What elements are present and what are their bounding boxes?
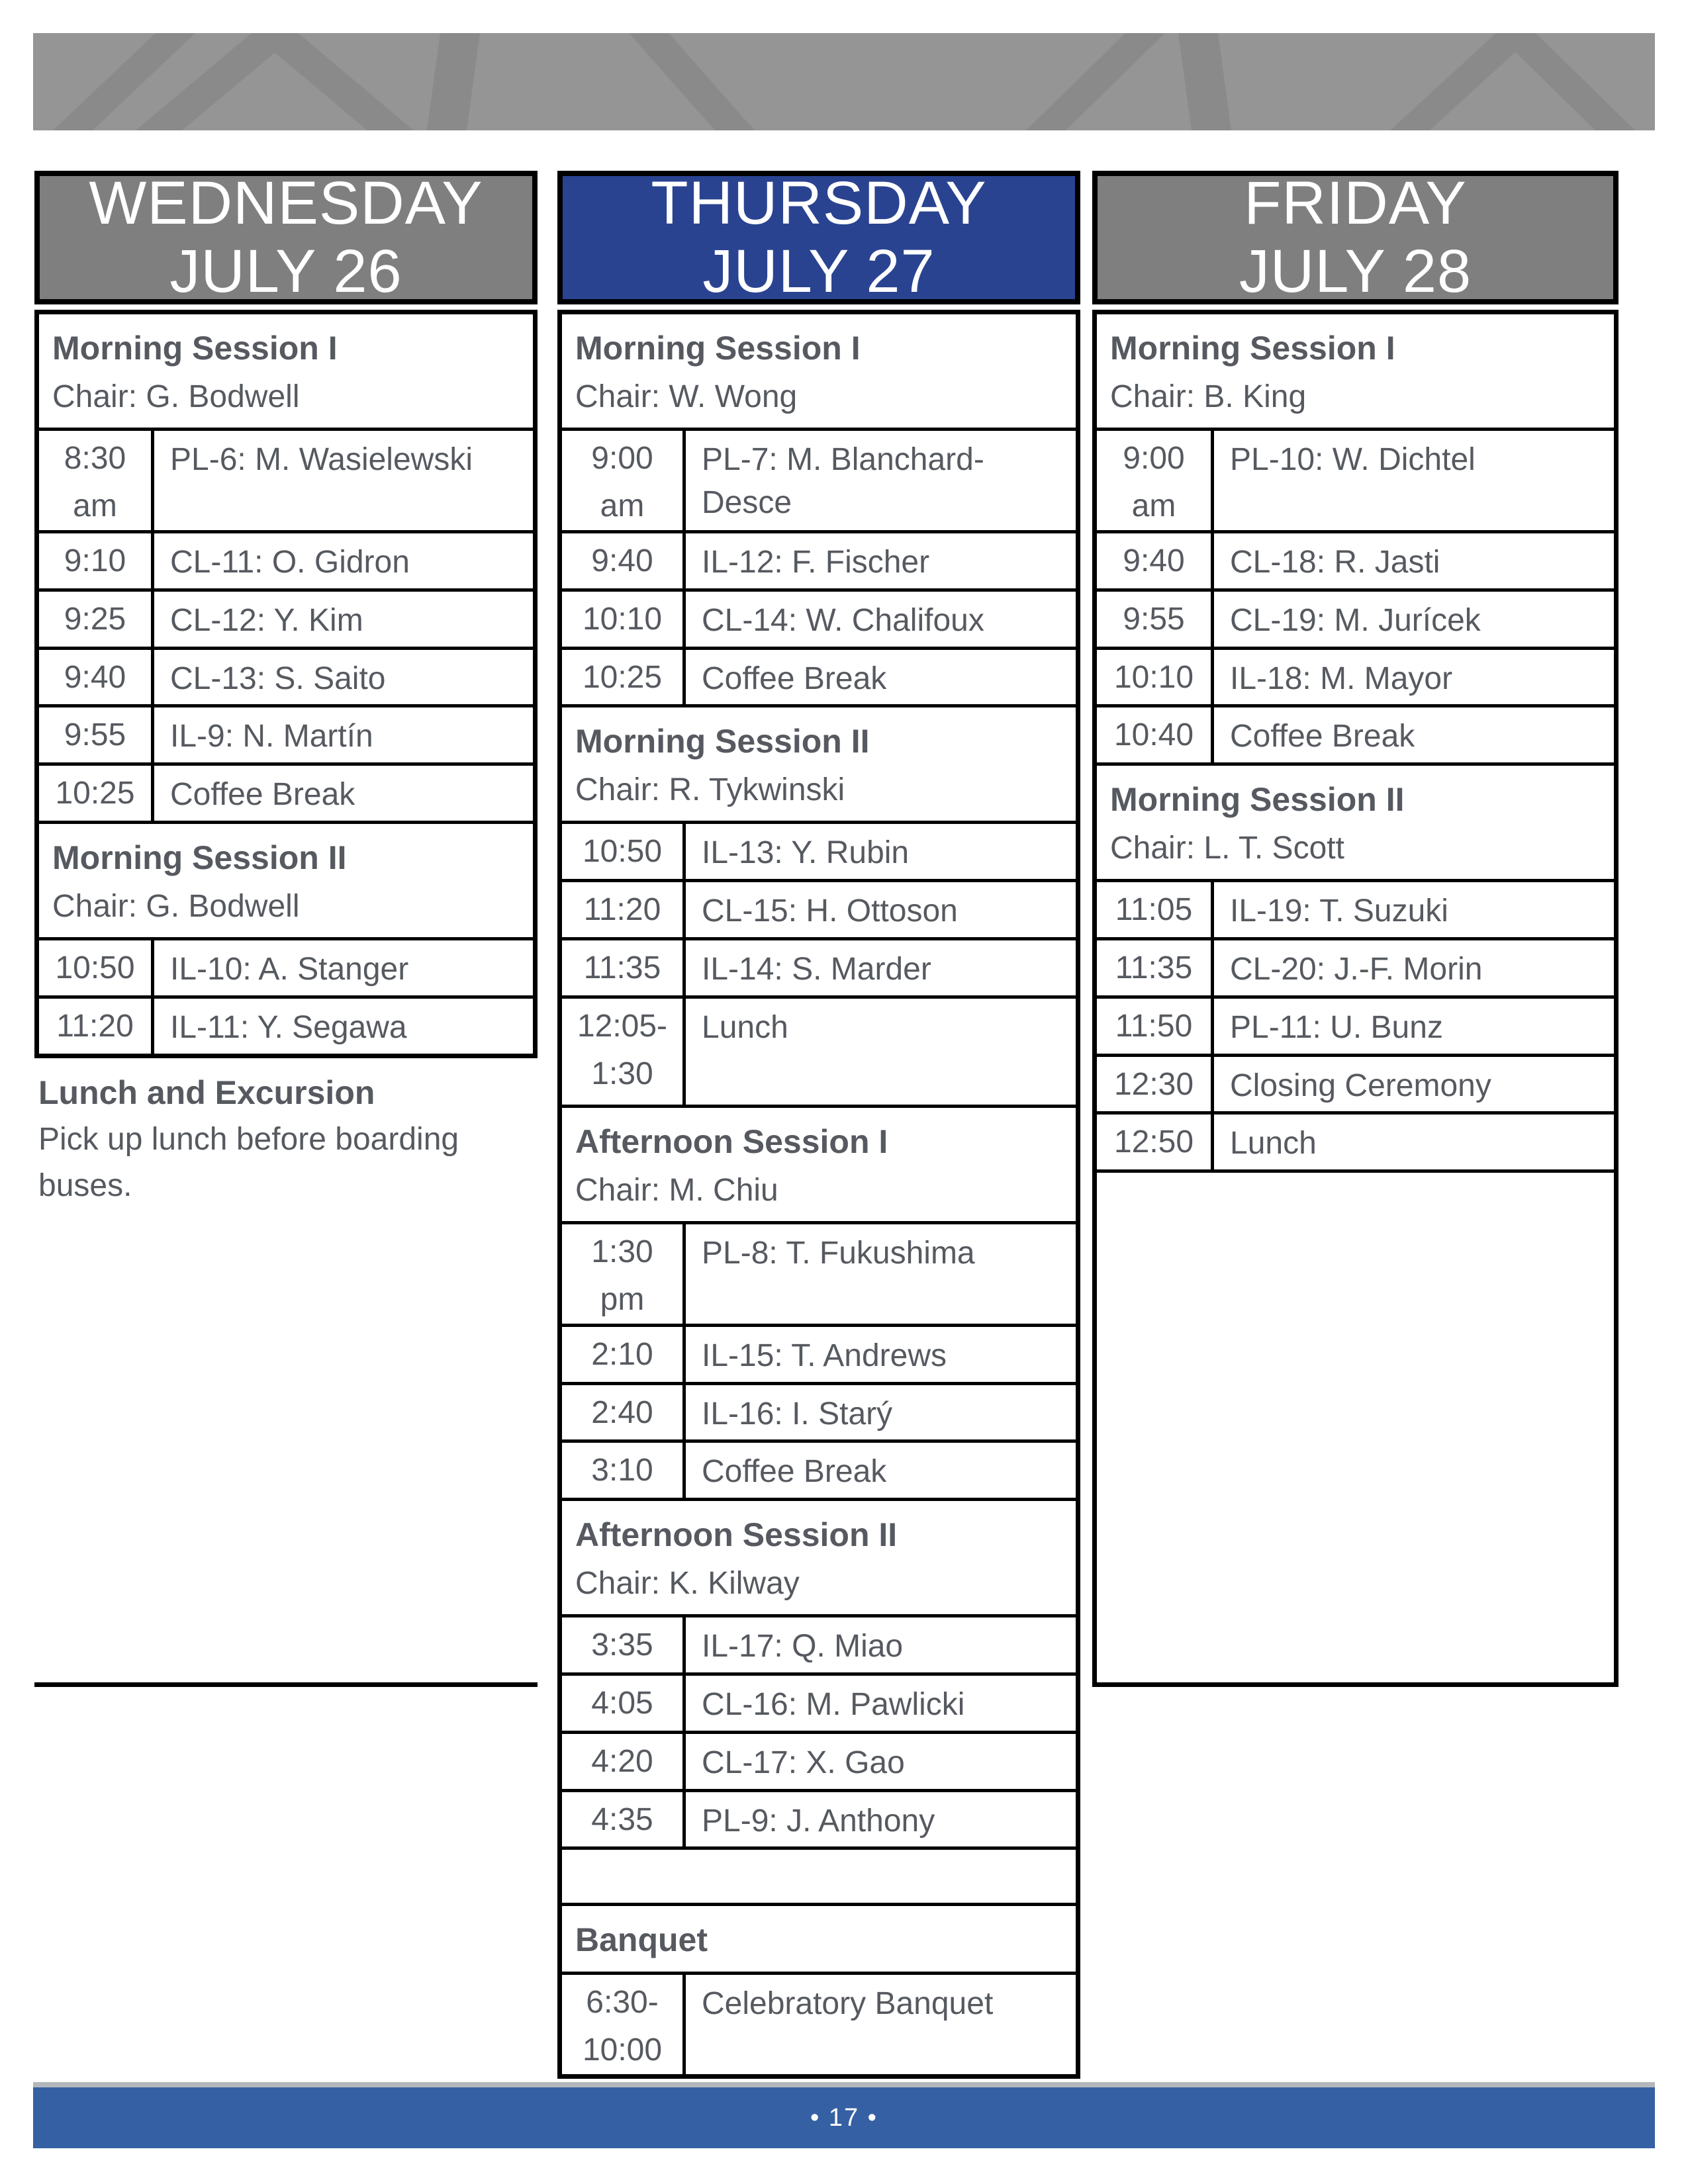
talk-cell: CL-14: W. Chalifoux xyxy=(702,602,984,638)
schedule-row xyxy=(39,588,533,647)
session-title: Afternoon Session I xyxy=(575,1122,888,1160)
day-header-thursday xyxy=(557,171,1080,304)
watermark-pattern-icon xyxy=(33,33,1655,130)
talk-cell: IL-14: S. Marder xyxy=(702,951,931,987)
empty-row xyxy=(562,1846,1076,1903)
time-cell: 9:10 xyxy=(39,533,154,588)
talk-cell: Coffee Break xyxy=(702,1454,887,1490)
talk-cell: IL-9: N. Martín xyxy=(170,719,373,754)
session-title: Afternoon Session II xyxy=(575,1516,898,1554)
schedule-row xyxy=(562,1789,1076,1847)
schedule-row xyxy=(1097,704,1614,762)
note-body: Pick up lunch before boarding buses. xyxy=(38,1122,459,1203)
schedule-row xyxy=(562,428,1076,530)
schedule-row xyxy=(1097,647,1614,705)
time-cell: 11:50 xyxy=(1097,999,1214,1054)
talk-cell: IL-10: A. Stanger xyxy=(170,951,409,987)
schedule-row xyxy=(1097,588,1614,647)
talk-cell: CL-18: R. Jasti xyxy=(1230,545,1440,580)
footer-divider xyxy=(33,2082,1655,2087)
time-cell: 3:10 xyxy=(562,1443,686,1498)
schedule-row xyxy=(39,530,533,588)
session-chair: Chair: L. T. Scott xyxy=(1110,831,1344,866)
session-header xyxy=(562,1498,1076,1614)
time-cell: 6:30- 10:00 xyxy=(562,1975,686,2074)
session-title: Morning Session I xyxy=(1110,330,1395,367)
time-cell: 9:40 xyxy=(39,650,154,705)
day-date: JULY 28 xyxy=(1239,238,1472,305)
talk-cell: PL-10: W. Dichtel xyxy=(1230,442,1476,477)
session-chair: Chair: R. Tykwinski xyxy=(575,772,845,808)
talk-cell: CL-11: O. Gidron xyxy=(170,545,410,580)
time-cell: 10:10 xyxy=(1097,650,1214,705)
session-header xyxy=(562,1105,1076,1221)
talk-cell: Coffee Break xyxy=(702,660,887,696)
session-header xyxy=(39,314,533,428)
schedule-row xyxy=(562,1972,1076,2074)
time-cell: 9:25 xyxy=(39,592,154,647)
talk-cell: CL-13: S. Saito xyxy=(170,660,386,696)
day-name: THURSDAY xyxy=(651,169,987,237)
time-cell: 10:10 xyxy=(562,592,686,647)
schedule-row xyxy=(1097,1111,1614,1169)
time-cell: 11:20 xyxy=(562,882,686,937)
watermark-banner xyxy=(33,33,1655,130)
empty-area xyxy=(1097,1169,1614,1682)
talk-cell: IL-13: Y. Rubin xyxy=(702,835,910,871)
time-cell: 10:25 xyxy=(562,650,686,705)
time-cell: 9:40 xyxy=(1097,533,1214,588)
talk-cell: Coffee Break xyxy=(170,777,355,813)
page-number: • 17 • xyxy=(810,2103,878,2132)
session-title: Banquet xyxy=(575,1921,708,1959)
schedule-row xyxy=(39,995,533,1054)
time-cell: 11:35 xyxy=(1097,940,1214,995)
schedule-row xyxy=(39,762,533,821)
time-cell: 9:00 am xyxy=(562,431,686,530)
session-header xyxy=(1097,762,1614,879)
talk-cell: CL-17: X. Gao xyxy=(702,1745,905,1780)
schedule-row xyxy=(39,937,533,995)
time-cell: 11:05 xyxy=(1097,882,1214,937)
footer-bar xyxy=(33,2087,1655,2148)
talk-cell: Closing Ceremony xyxy=(1230,1068,1491,1103)
day-date: JULY 27 xyxy=(702,238,935,305)
lunch-excursion-note xyxy=(34,1058,538,1209)
time-cell: 1:30 pm xyxy=(562,1224,686,1324)
time-cell: 4:05 xyxy=(562,1676,686,1731)
talk-cell: Lunch xyxy=(702,1009,788,1045)
schedule-row xyxy=(1097,937,1614,995)
talk-cell: PL-7: M. Blanchard-Desce xyxy=(702,442,984,520)
time-cell: 4:20 xyxy=(562,1734,686,1789)
schedule-row xyxy=(562,1324,1076,1382)
session-title: Morning Session II xyxy=(52,839,347,876)
talk-cell: PL-9: J. Anthony xyxy=(702,1803,935,1839)
time-cell: 2:40 xyxy=(562,1385,686,1440)
time-cell: 10:25 xyxy=(39,766,154,821)
schedule-row xyxy=(562,1614,1076,1672)
talk-cell: Lunch xyxy=(1230,1126,1317,1161)
session-chair: Chair: M. Chiu xyxy=(575,1172,778,1208)
day-header-wednesday xyxy=(34,171,538,304)
schedule-row xyxy=(562,588,1076,647)
column-bottom-rule xyxy=(34,1682,538,1687)
schedule-row xyxy=(562,821,1076,879)
schedule-table-thursday xyxy=(557,310,1080,2079)
schedule-row xyxy=(562,1439,1076,1498)
talk-cell: PL-6: M. Wasielewski xyxy=(170,442,473,477)
talk-cell: IL-17: Q. Miao xyxy=(702,1629,904,1664)
time-cell: 2:10 xyxy=(562,1327,686,1382)
schedule-table-friday xyxy=(1092,310,1618,1687)
talk-cell: PL-8: T. Fukushima xyxy=(702,1235,975,1271)
talk-cell: CL-15: H. Ottoson xyxy=(702,893,958,929)
session-chair: Chair: K. Kilway xyxy=(575,1566,800,1602)
time-cell: 9:00 am xyxy=(1097,431,1214,530)
schedule-row xyxy=(1097,995,1614,1054)
time-cell: 10:50 xyxy=(562,824,686,879)
talk-cell: CL-19: M. Jurícek xyxy=(1230,602,1481,638)
schedule-row xyxy=(39,647,533,705)
schedule-row xyxy=(1097,1054,1614,1112)
schedule-row xyxy=(562,530,1076,588)
note-title: Lunch and Excursion xyxy=(38,1073,375,1111)
schedule-row xyxy=(1097,530,1614,588)
talk-cell: IL-19: T. Suzuki xyxy=(1230,893,1448,929)
schedule-row xyxy=(562,1221,1076,1324)
talk-cell: Celebratory Banquet xyxy=(702,1986,994,2022)
time-cell: 11:20 xyxy=(39,999,154,1054)
day-name: FRIDAY xyxy=(1244,169,1467,237)
time-cell: 9:55 xyxy=(39,707,154,762)
time-cell: 10:40 xyxy=(1097,707,1214,762)
day-header-friday xyxy=(1092,171,1618,304)
schedule-row xyxy=(39,704,533,762)
session-header xyxy=(562,1903,1076,1972)
talk-cell: IL-12: F. Fischer xyxy=(702,545,930,580)
session-chair: Chair: W. Wong xyxy=(575,379,798,414)
schedule-row xyxy=(1097,879,1614,937)
session-chair: Chair: G. Bodwell xyxy=(52,379,300,414)
talk-cell: CL-12: Y. Kim xyxy=(170,602,363,638)
session-title: Morning Session I xyxy=(575,330,861,367)
time-cell: 12:05- 1:30 xyxy=(562,999,686,1105)
session-chair: Chair: G. Bodwell xyxy=(52,888,300,924)
day-column-thursday xyxy=(557,171,1080,2079)
time-cell: 10:50 xyxy=(39,940,154,995)
day-column-friday xyxy=(1092,171,1618,1687)
talk-cell: CL-20: J.-F. Morin xyxy=(1230,951,1483,987)
schedule-row xyxy=(562,1731,1076,1789)
session-title: Morning Session I xyxy=(52,330,338,367)
session-title: Morning Session II xyxy=(1110,781,1405,819)
talk-cell: IL-18: M. Mayor xyxy=(1230,660,1453,696)
session-title: Morning Session II xyxy=(575,723,870,760)
day-column-wednesday xyxy=(34,171,538,1687)
schedule-table-wednesday xyxy=(34,310,538,1058)
schedule-row xyxy=(562,937,1076,995)
time-cell: 8:30 am xyxy=(39,431,154,530)
session-chair: Chair: B. King xyxy=(1110,379,1307,414)
talk-cell: CL-16: M. Pawlicki xyxy=(702,1686,965,1722)
session-header xyxy=(39,821,533,937)
session-header xyxy=(1097,314,1614,428)
schedule-row xyxy=(562,647,1076,705)
time-cell: 12:50 xyxy=(1097,1115,1214,1169)
talk-cell: IL-15: T. Andrews xyxy=(702,1338,947,1373)
session-header xyxy=(562,314,1076,428)
schedule-row xyxy=(1097,428,1614,530)
time-cell: 12:30 xyxy=(1097,1057,1214,1112)
schedule-row xyxy=(562,1672,1076,1731)
time-cell: 9:55 xyxy=(1097,592,1214,647)
schedule-row xyxy=(562,995,1076,1105)
talk-cell: IL-16: I. Starý xyxy=(702,1396,893,1432)
talk-cell: IL-11: Y. Segawa xyxy=(170,1009,407,1045)
session-header xyxy=(562,704,1076,821)
schedule-row xyxy=(39,428,533,530)
schedule-row xyxy=(562,1382,1076,1440)
time-cell: 9:40 xyxy=(562,533,686,588)
time-cell: 11:35 xyxy=(562,940,686,995)
time-cell: 4:35 xyxy=(562,1792,686,1847)
day-name: WEDNESDAY xyxy=(89,169,483,237)
schedule-row xyxy=(562,879,1076,937)
talk-cell: PL-11: U. Bunz xyxy=(1230,1009,1443,1045)
talk-cell: Coffee Break xyxy=(1230,719,1415,754)
day-date: JULY 26 xyxy=(169,238,402,305)
time-cell: 3:35 xyxy=(562,1617,686,1672)
